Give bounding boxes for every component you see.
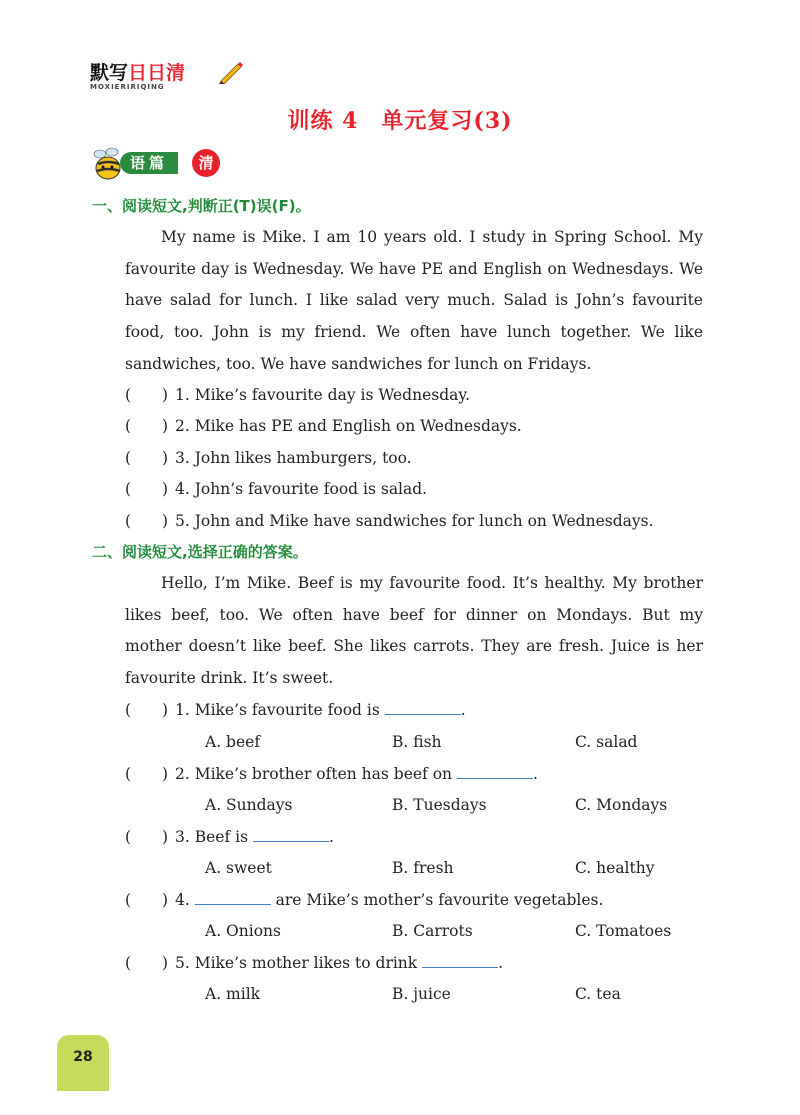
section1-passage bbox=[125, 222, 703, 381]
option-a[interactable]: A. Onions bbox=[205, 922, 281, 940]
answer-paren[interactable]: ( ) bbox=[125, 954, 169, 972]
option-b[interactable]: B. fish bbox=[392, 733, 442, 751]
pen-icon bbox=[218, 60, 244, 84]
option-b[interactable]: B. Tuesdays bbox=[392, 796, 487, 814]
question-text: 1. Mike’s favourite food is bbox=[175, 701, 385, 719]
option-c[interactable]: C. healthy bbox=[575, 859, 655, 877]
answer-blank[interactable] bbox=[422, 953, 498, 968]
s1-question-5 bbox=[125, 511, 654, 531]
answer-blank[interactable] bbox=[457, 764, 533, 779]
option-c[interactable]: C. Mondays bbox=[575, 796, 668, 814]
section1-heading: 一、阅读短文,判断正(T)误(F)。 bbox=[92, 197, 311, 215]
question-text-end: are Mike’s mother’s favourite vegetables. bbox=[270, 891, 604, 909]
answer-paren[interactable]: ( ) bbox=[125, 828, 169, 846]
page-title: 训练 4 单元复习(3) bbox=[287, 108, 513, 134]
question-text: 3. John likes hamburgers, too. bbox=[175, 449, 412, 467]
section2-passage-text: Hello, I’m Mike. Beef is my favourite food. It’s healthy. My brother likes beef, too. We often have beef for dinner on Mondays. But my mother doesn’t like beef. She likes carrots. They are fresh. Juice is her favourite drink. It’s sweet. bbox=[125, 574, 703, 688]
option-b[interactable]: B. Carrots bbox=[392, 922, 473, 940]
s2-question-2 bbox=[125, 764, 538, 784]
logo-subtitle: MOXIERIRIQING bbox=[90, 83, 165, 91]
question-text: 3. Beef is bbox=[175, 828, 253, 846]
option-b[interactable]: B. fresh bbox=[392, 859, 454, 877]
answer-blank[interactable] bbox=[253, 827, 329, 842]
answer-paren[interactable]: ( ) bbox=[125, 480, 169, 498]
question-text: 5. Mike’s mother likes to drink bbox=[175, 954, 423, 972]
option-a[interactable]: A. beef bbox=[205, 733, 261, 751]
section-badge-circle: 清 bbox=[192, 149, 220, 177]
question-text: 2. Mike has PE and English on Wednesdays. bbox=[175, 417, 522, 435]
question-text: 4. John’s favourite food is salad. bbox=[175, 480, 428, 498]
answer-paren[interactable]: ( ) bbox=[125, 449, 169, 467]
answer-paren[interactable]: ( ) bbox=[125, 386, 169, 404]
answer-paren[interactable]: ( ) bbox=[125, 765, 169, 783]
s2-question-4 bbox=[125, 890, 603, 910]
answer-paren[interactable]: ( ) bbox=[125, 417, 169, 435]
section2-passage bbox=[125, 568, 703, 695]
question-text: 2. Mike’s brother often has beef on bbox=[175, 765, 457, 783]
s1-question-4 bbox=[125, 479, 427, 499]
section-badge: 语篇 bbox=[120, 152, 178, 174]
question-text-end: . bbox=[328, 828, 334, 846]
page-number: 28 bbox=[73, 1049, 93, 1065]
option-a[interactable]: A. milk bbox=[205, 985, 261, 1003]
question-text: 1. Mike’s favourite day is Wednesday. bbox=[175, 386, 471, 404]
logo-text-red: 日日清 bbox=[128, 62, 186, 84]
answer-blank[interactable] bbox=[385, 700, 461, 715]
section1-passage-text: My name is Mike. I am 10 years old. I study in Spring School. My favourite day is Wednesday. We have PE and English on Wednesdays. We have salad for lunch. I like salad very much. Salad is John’s favourite food, too. John is my friend. We often have lunch together. We like sandwiches, too. We have sandwiches for lunch on Fridays. bbox=[125, 228, 703, 373]
question-text-end: . bbox=[532, 765, 538, 783]
question-text-end: . bbox=[460, 701, 466, 719]
s1-question-2 bbox=[125, 416, 522, 436]
s1-question-3 bbox=[125, 448, 412, 468]
option-a[interactable]: A. Sundays bbox=[205, 796, 293, 814]
answer-paren[interactable]: ( ) bbox=[125, 512, 169, 530]
logo-text-black: 默写 bbox=[90, 62, 129, 84]
option-c[interactable]: C. tea bbox=[575, 985, 621, 1003]
option-c[interactable]: C. Tomatoes bbox=[575, 922, 672, 940]
answer-paren[interactable]: ( ) bbox=[125, 701, 169, 719]
section2-heading: 二、阅读短文,选择正确的答案。 bbox=[92, 543, 308, 561]
option-a[interactable]: A. sweet bbox=[205, 859, 272, 877]
page-number-tab bbox=[57, 1035, 109, 1091]
s1-question-1 bbox=[125, 385, 470, 405]
s2-question-1 bbox=[125, 700, 466, 720]
question-text-end: . bbox=[498, 954, 504, 972]
s2-question-3 bbox=[125, 827, 334, 847]
option-c[interactable]: C. salad bbox=[575, 733, 638, 751]
brand-logo bbox=[90, 58, 185, 91]
question-text: 5. John and Mike have sandwiches for lunch on Wednesdays. bbox=[175, 512, 654, 530]
question-text: 4. bbox=[175, 891, 195, 909]
answer-paren[interactable]: ( ) bbox=[125, 891, 169, 909]
option-b[interactable]: B. juice bbox=[392, 985, 451, 1003]
s2-question-5 bbox=[125, 953, 503, 973]
answer-blank[interactable] bbox=[195, 890, 271, 905]
